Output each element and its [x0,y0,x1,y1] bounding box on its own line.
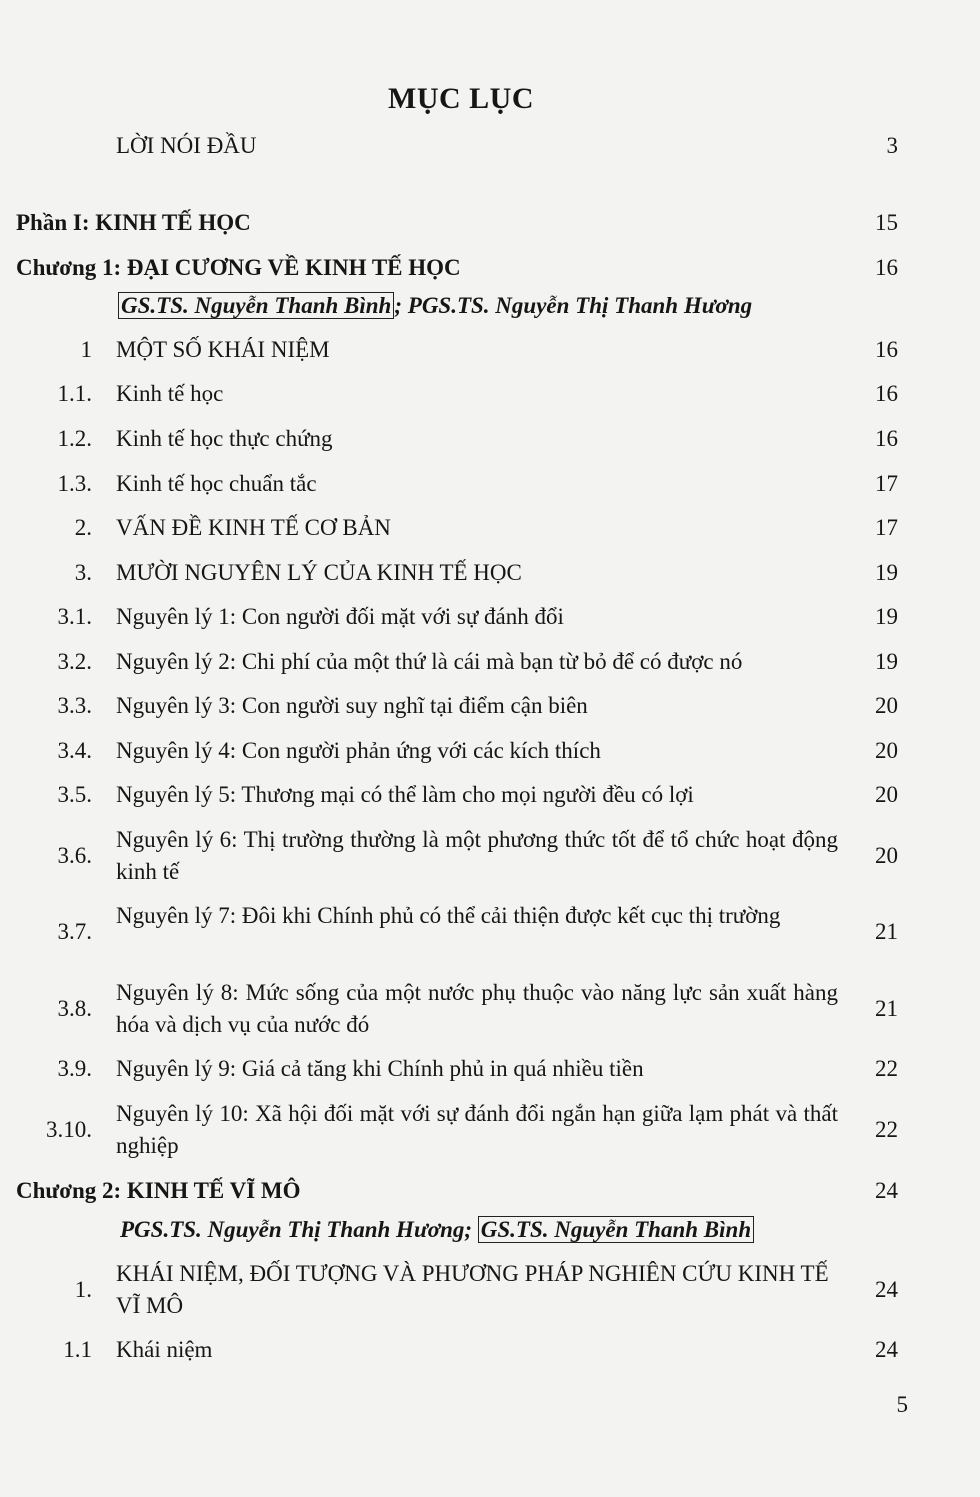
chapter2-author-other: PGS.TS. Nguyễn Thị Thanh Hương; [120,1217,473,1242]
page-number: 5 [896,1392,908,1417]
part1-label: Phần I: KINH TẾ HỌC [16,210,251,235]
entry-text: Nguyên lý 1: Con người đối mặt với sự đánh đổi [116,604,564,629]
entry-text: Kinh tế học thực chứng [116,426,333,451]
entry-page: 20 [875,843,898,868]
part1-page: 15 [875,210,898,235]
entry-number: 1.3. [57,471,92,496]
entry-text: Nguyên lý 7: Đôi khi Chính phủ có thể cải thiện được kết cục thị trường [116,903,781,928]
entry-number: 3.8. [57,996,92,1021]
chapter1-author-other: PGS.TS. Nguyễn Thị Thanh Hương [402,293,753,318]
entry-page: 22 [875,1056,898,1081]
chapter2-page: 24 [875,1178,898,1203]
entry-text: Khái niệm [116,1337,213,1362]
entry-text: Nguyên lý 4: Con người phản ứng với các kích thích [116,738,601,763]
entry-number: 3.3. [57,693,92,718]
entry-number: 3. [74,560,92,585]
toc-title: MỤC LỤC [388,82,534,115]
entry-number: 3.1. [57,604,92,629]
entry-page: 19 [875,604,898,629]
entry-page: 21 [875,996,898,1021]
chapter1-page: 16 [875,255,898,280]
entry-page: 16 [875,426,898,451]
entry-page: 16 [875,337,898,362]
entry-page: 20 [875,693,898,718]
entry-number: 3.2. [57,649,92,674]
chapter1-label: Chương 1: ĐẠI CƯƠNG VỀ KINH TẾ HỌC [16,255,461,280]
entry-text: MỘT SỐ KHÁI NIỆM [116,337,330,362]
entry-number: 1.1 [63,1337,92,1362]
entry-number: 3.5. [57,782,92,807]
intro-page: 3 [886,133,898,158]
entry-page: 22 [875,1117,898,1142]
entry-number: 3.9. [57,1056,92,1081]
entry-number: 3.10. [46,1117,92,1142]
entry-number: 1.1. [57,381,92,406]
entry-page: 19 [875,649,898,674]
entry-text: MƯỜI NGUYÊN LÝ CỦA KINH TẾ HỌC [116,560,522,585]
intro-label: LỜI NÓI ĐẦU [116,133,257,158]
entry-number: 3.6. [57,843,92,868]
entry-page: 24 [875,1277,898,1302]
entry-page: 24 [875,1337,898,1362]
entry-number: 1. [74,1277,92,1302]
entry-number: 1 [80,337,92,362]
entry-page: 21 [875,919,898,944]
entry-page: 17 [875,471,898,496]
entry-text: Kinh tế học [116,381,224,406]
entry-text: Nguyên lý 10: Xã hội đối mặt với sự đánh đổi ngắn hạn giữa lạm phát và thất nghiệp [116,1101,838,1158]
entry-number: 3.4. [57,738,92,763]
entry-text: Nguyên lý 5: Thương mại có thể làm cho mọi người đều có lợi [116,782,694,807]
entry-number: 3.7. [57,919,92,944]
entry-text: Nguyên lý 6: Thị trường thường là một phương thức tốt để tổ chức hoạt động kinh tế [116,827,838,884]
entry-text: Nguyên lý 9: Giá cả tăng khi Chính phủ in quá nhiều tiền [116,1056,644,1081]
entry-number: 2. [74,515,92,540]
chapter1-author-boxed: GS.TS. Nguyễn Thanh Bình [118,292,394,319]
entry-text: Kinh tế học chuẩn tắc [116,471,317,496]
entry-number: 1.2. [57,426,92,451]
entry-text: KHÁI NIỆM, ĐỐI TƯỢNG VÀ PHƯƠNG PHÁP NGHIÊN CỨU KINH TẾ VĨ MÔ [116,1261,829,1318]
entry-page: 19 [875,560,898,585]
entry-page: 20 [875,782,898,807]
entry-text: Nguyên lý 2: Chi phí của một thứ là cái mà bạn từ bỏ để có được nó [116,649,743,674]
chapter1-author-sep: ; [394,293,403,318]
chapter2-label: Chương 2: KINH TẾ VĨ MÔ [16,1178,301,1203]
entry-page: 17 [875,515,898,540]
entry-text: Nguyên lý 8: Mức sống của một nước phụ thuộc vào năng lực sản xuất hàng hóa và dịch vụ của nước đó [116,980,838,1037]
entry-text: Nguyên lý 3: Con người suy nghĩ tại điểm cận biên [116,693,588,718]
chapter2-author-boxed: GS.TS. Nguyễn Thanh Bình [478,1216,754,1243]
entry-page: 16 [875,381,898,406]
entry-text: VẤN ĐỀ KINH TẾ CƠ BẢN [116,515,391,540]
entry-page: 20 [875,738,898,763]
